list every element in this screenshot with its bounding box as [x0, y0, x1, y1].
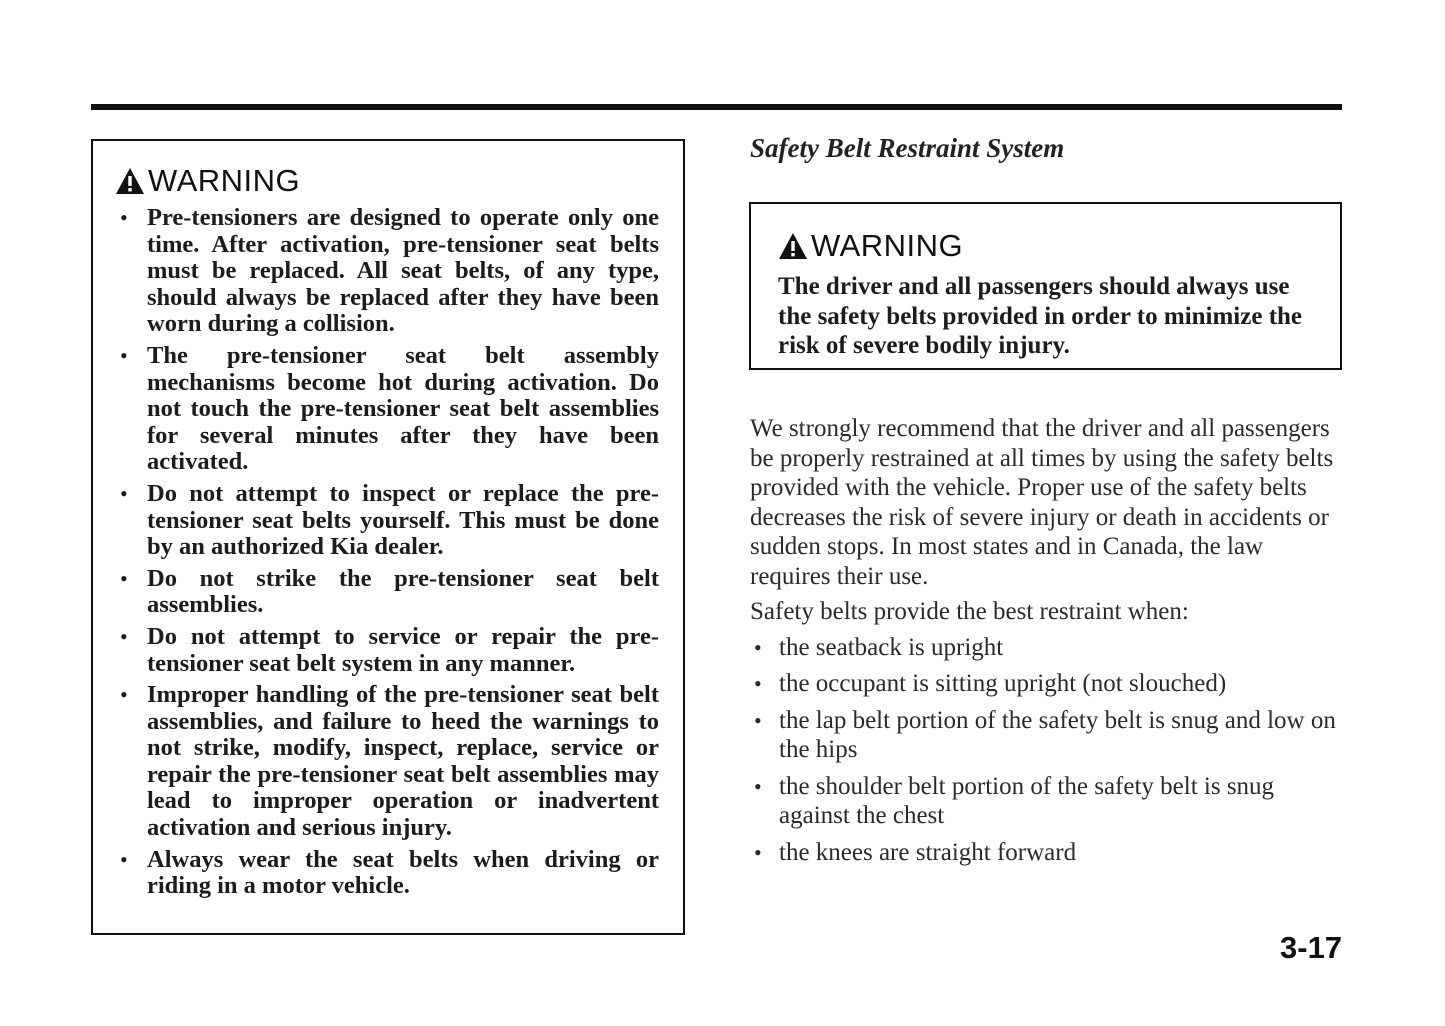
warning-text: The driver and all passengers should always use the safety belts provided in order to minimize the risk of severe bodily injury.	[778, 273, 1303, 359]
warning-item: • Pre-tensioners are designed to operate only one time. After activation, pre-tensioner seat belts must be replaced. All seat belts, of any type, should always be replaced after they have been worn during a collision.	[120, 204, 659, 338]
warning-item: • Improper handling of the pre-tensioner seat belt assemblies, and failure to heed the warnings to not strike, modify, inspect, replace, service or repair the pre-tensioner seat belt assemblies may lead to improper operation or inadvertent activation and serious injury.	[120, 681, 659, 842]
condition-item: • the seatback is upright	[754, 633, 1004, 661]
body-text	[750, 414, 1344, 874]
restraint-intro: Safety belts provide the best restraint when:	[750, 598, 1189, 625]
warning-item: • Do not attempt to service or repair the pre-tensioner seat belt system in any manner.	[120, 622, 659, 677]
condition-item: • the occupant is sitting upright (not slouched)	[754, 670, 1227, 697]
recommendation-paragraph: We strongly recommend that the driver and all passengers be properly restrained at all times by using the safety belts provided with the vehicle. Proper use of the safety belts decreases the risk of severe injury or death in accidents or sudden stops. In most states and in Canada, the law requires their use.	[750, 415, 1334, 590]
page-number: 3-17	[1280, 930, 1343, 965]
warning-item: • Always wear the seat belts when driving or riding in a motor vehicle.	[120, 845, 659, 900]
section-title: Safety Belt Restraint System	[750, 133, 1065, 163]
warning-heading	[778, 226, 1316, 266]
top-rule	[91, 104, 1342, 110]
warning-item: • Do not strike the pre-tensioner seat belt assemblies.	[120, 564, 659, 619]
condition-item: • the knees are straight forward	[754, 838, 1077, 866]
warning-item: • The pre-tensioner seat belt assembly mechanisms become hot during activation. Do not touch the pre-tensioner seat belt assemblies for several minutes after they have been activated.	[120, 341, 659, 476]
warning-triangle-icon	[115, 167, 145, 195]
safety-belt-warning-box	[749, 202, 1342, 370]
warning-heading	[115, 161, 659, 201]
warning-list	[115, 205, 659, 900]
warning-item: • Do not attempt to inspect or replace the pre-tensioner seat belts yourself. This must be done by an authorized Kia dealer.	[120, 479, 659, 561]
condition-item: • the shoulder belt portion of the safety belt is snug against the chest	[754, 772, 1275, 829]
warning-heading-text: WARNING	[148, 163, 301, 198]
warning-triangle-icon	[778, 232, 808, 260]
conditions-list	[750, 633, 1344, 868]
condition-item: • the lap belt portion of the safety belt is snug and low on the hips	[754, 706, 1336, 763]
warning-heading-text: WARNING	[811, 228, 964, 263]
pretensioner-warning-box	[91, 139, 685, 935]
